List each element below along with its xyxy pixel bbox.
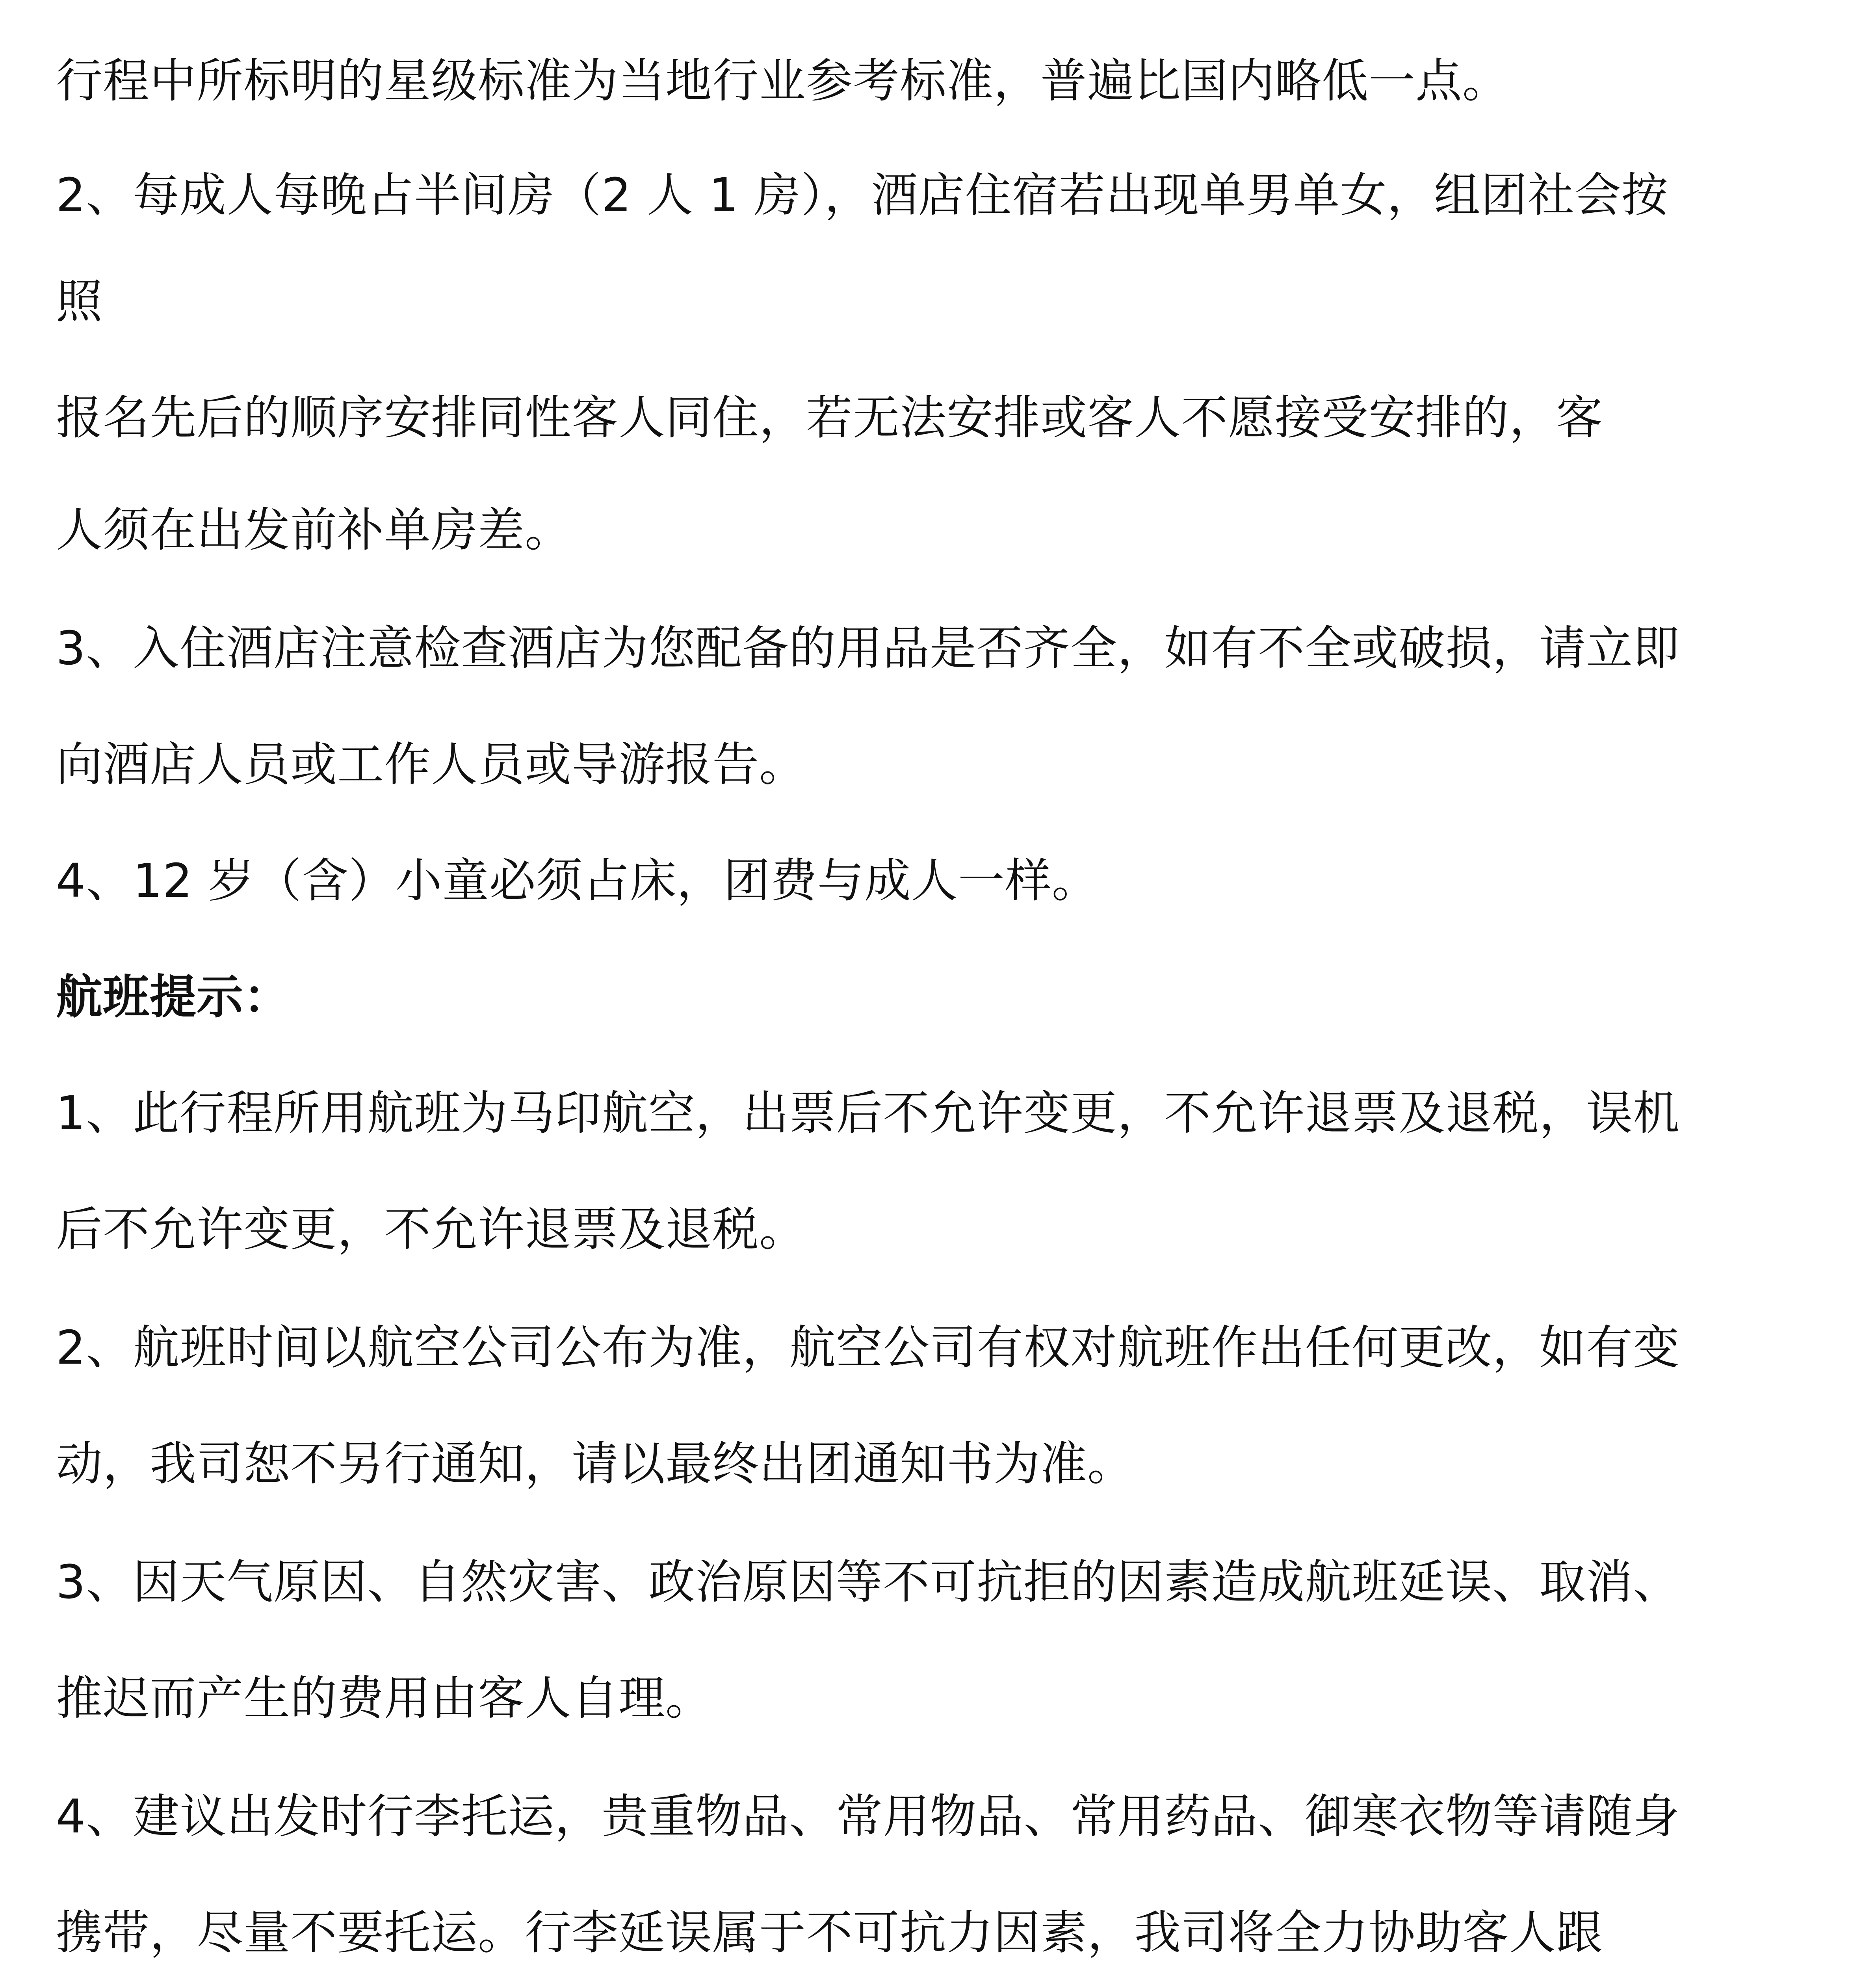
text-line: 推迟而产生的费用由客人自理。 — [56, 1671, 713, 1725]
text-line: 3、入住酒店注意检查酒店为您配备的用品是否齐全，如有不全或破损，请立即 — [56, 621, 1680, 675]
text-line: 人须在出发前补单房差。 — [56, 503, 572, 557]
flight-notice-heading: 航班提示： — [56, 970, 291, 1024]
text-line: 2、每成人每晚占半间房（2 人 1 房），酒店住宿若出现单男单女，组团社会按 — [56, 168, 1668, 222]
text-line: 后不允许变更，不允许退票及退税。 — [56, 1202, 806, 1256]
text-line: 向酒店人员或工作人员或导游报告。 — [56, 737, 806, 792]
text-line: 动，我司恕不另行通知，请以最终出团通知书为准。 — [56, 1437, 1135, 1491]
text-line: 3、因天气原因、自然灾害、政治原因等不可抗拒的因素造成航班延误、取消、 — [56, 1555, 1680, 1609]
text-line: 4、12 岁（含）小童必须占床，团费与成人一样。 — [56, 853, 1099, 908]
text-line: 2、航班时间以航空公司公布为准，航空公司有权对航班作出任何更改，如有变 — [56, 1320, 1680, 1375]
text-line: 照 — [56, 274, 103, 329]
text-line: 报名先后的顺序安排同性客人同住，若无法安排或客人不愿接受安排的，客 — [56, 390, 1603, 445]
text-line: 1、此行程所用航班为马印航空，出票后不允许变更，不允许退票及退税，误机 — [56, 1086, 1680, 1140]
text-line: 携带，尽量不要托运。行李延误属于不可抗力因素，我司将全力协助客人跟 — [56, 1905, 1603, 1960]
text-line: 4、建议出发时行李托运，贵重物品、常用物品、常用药品、御寒衣物等请随身 — [56, 1789, 1680, 1844]
text-line: 行程中所标明的星级标准为当地行业参考标准，普遍比国内略低一点。 — [56, 54, 1510, 108]
